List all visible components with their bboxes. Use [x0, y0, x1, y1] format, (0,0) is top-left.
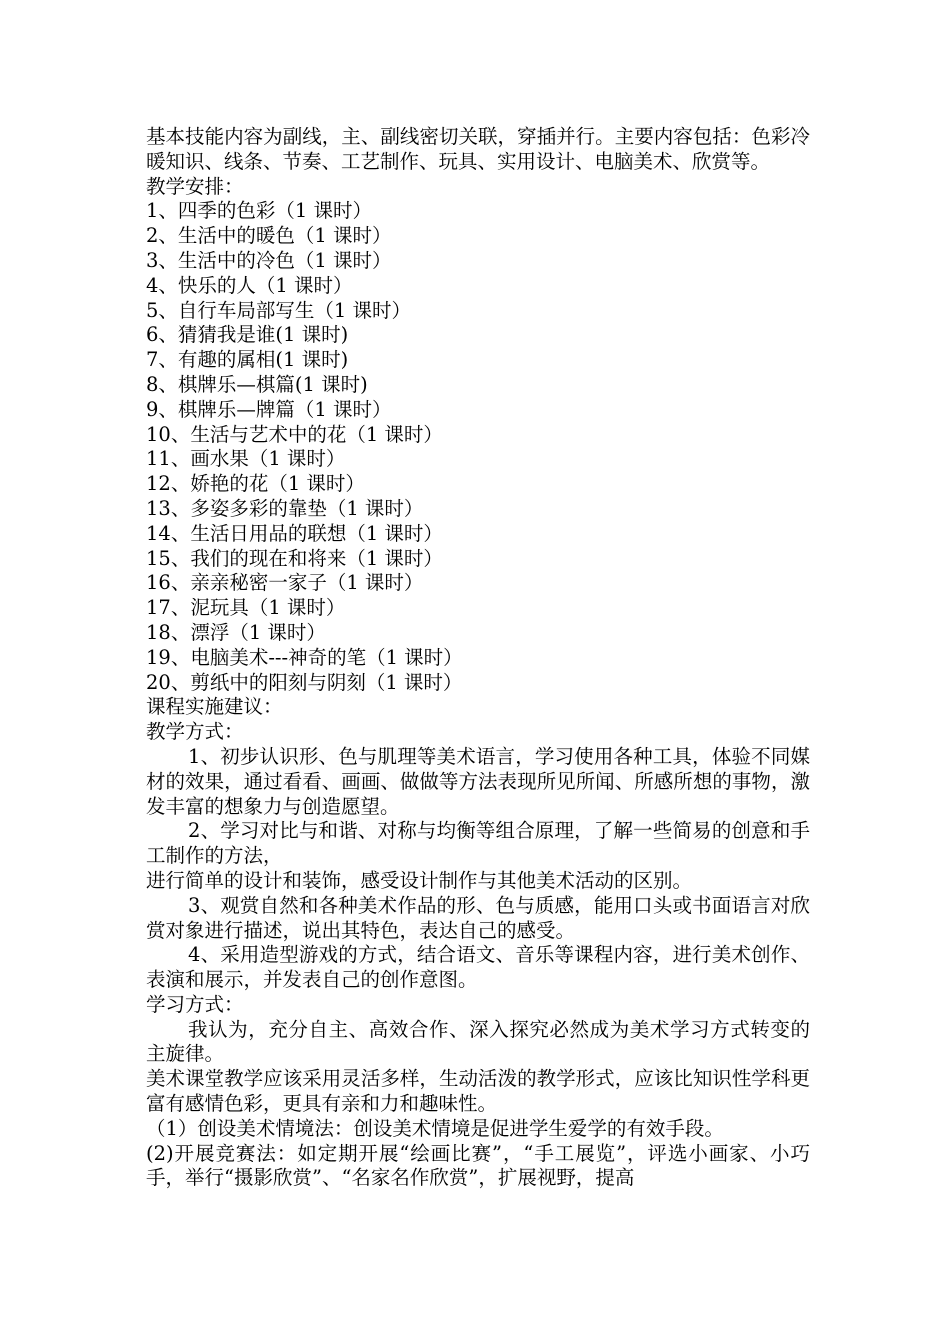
- schedule-item: 4、快乐的人（1 课时）: [146, 273, 353, 297]
- schedule-item: 14、生活日用品的联想（1 课时）: [146, 521, 443, 545]
- schedule-item: 7、有趣的属相(1 课时): [146, 348, 349, 372]
- teaching-paragraph-2: 2、学习对比与和谐、对称与均衡等组合原理，了解一些简易的创意和手工制作的方法，: [146, 819, 810, 868]
- learning-paragraph-4: (2)开展竞赛法：如定期开展“绘画比赛”，“手工展览”，评选小画家、小巧手，举行“摄影欣赏”、“名家名作欣赏”，扩展视野，提高: [146, 1141, 810, 1190]
- schedule-item: 15、我们的现在和将来（1 课时）: [146, 546, 443, 570]
- schedule-item: 18、漂浮（1 课时）: [146, 620, 326, 644]
- schedule-item: 17、泥玩具（1 课时）: [146, 596, 346, 620]
- schedule-item: 16、亲亲秘密一家子（1 课时）: [146, 571, 424, 595]
- intro-paragraph: 基本技能内容为副线，主、副线密切关联，穿插并行。主要内容包括：色彩冷暖知识、线条、节奏、工艺制作、玩具、实用设计、电脑美术、欣赏等。: [146, 125, 810, 173]
- schedule-item: 20、剪纸中的阳刻与阴刻（1 课时）: [146, 670, 463, 694]
- schedule-item: 8、棋牌乐—棋篇(1 课时): [146, 372, 368, 396]
- schedule-item: 5、自行车局部写生（1 课时）: [146, 298, 412, 322]
- teaching-paragraph-1: 1、初步认识形、色与肌理等美术语言，学习使用各种工具，体验不同媒材的效果，通过看看、画画、做做等方法表现所见所闻、所感所想的事物，激发丰富的想象力与创造愿望。: [146, 744, 810, 818]
- teaching-paragraph-3: 3、观赏自然和各种美术作品的形、色与质感，能用口头或书面语言对欣赏对象进行描述，说出其特色，表达自己的感受。: [146, 893, 810, 942]
- schedule-item: 3、生活中的冷色（1 课时）: [146, 248, 392, 272]
- schedule-heading: 教学安排：: [146, 174, 244, 198]
- learning-paragraph-3: （1）创设美术情境法：创设美术情境是促进学生爱学的有效手段。: [146, 1116, 724, 1140]
- learning-paragraph-1: 我认为，充分自主、高效合作、深入探究必然成为美术学习方式转变的主旋律。: [146, 1017, 810, 1066]
- schedule-list: [146, 199, 810, 695]
- schedule-item: 9、棋牌乐—牌篇（1 课时）: [146, 397, 392, 421]
- schedule-item: 11、画水果（1 课时）: [146, 447, 346, 471]
- schedule-item: 2、生活中的暖色（1 课时）: [146, 224, 392, 248]
- teaching-paragraph-2-continued: 进行简单的设计和装饰，感受设计制作与其他美术活动的区别。: [146, 868, 693, 892]
- schedule-item: 6、猜猜我是谁(1 课时): [146, 323, 349, 347]
- teaching-heading: 教学方式：: [146, 720, 244, 744]
- learning-paragraph-2: 美术课堂教学应该采用灵活多样，生动活泼的教学形式，应该比知识性学科更富有感情色彩，更具有亲和力和趣味性。: [146, 1067, 810, 1116]
- schedule-item: 19、电脑美术---神奇的笔（1 课时）: [146, 645, 463, 669]
- document-page: [146, 125, 810, 1191]
- learning-heading: 学习方式：: [146, 992, 244, 1016]
- schedule-item: 1、四季的色彩（1 课时）: [146, 199, 373, 223]
- teaching-paragraph-4: 4、采用造型游戏的方式，结合语文、音乐等课程内容，进行美术创作、表演和展示，并发表自己的创作意图。: [146, 943, 810, 992]
- schedule-item: 10、生活与艺术中的花（1 课时）: [146, 422, 443, 446]
- schedule-item: 13、多姿多彩的靠垫（1 课时）: [146, 496, 424, 520]
- schedule-item: 12、娇艳的花（1 课时）: [146, 472, 365, 496]
- suggestions-heading: 课程实施建议：: [146, 695, 283, 719]
